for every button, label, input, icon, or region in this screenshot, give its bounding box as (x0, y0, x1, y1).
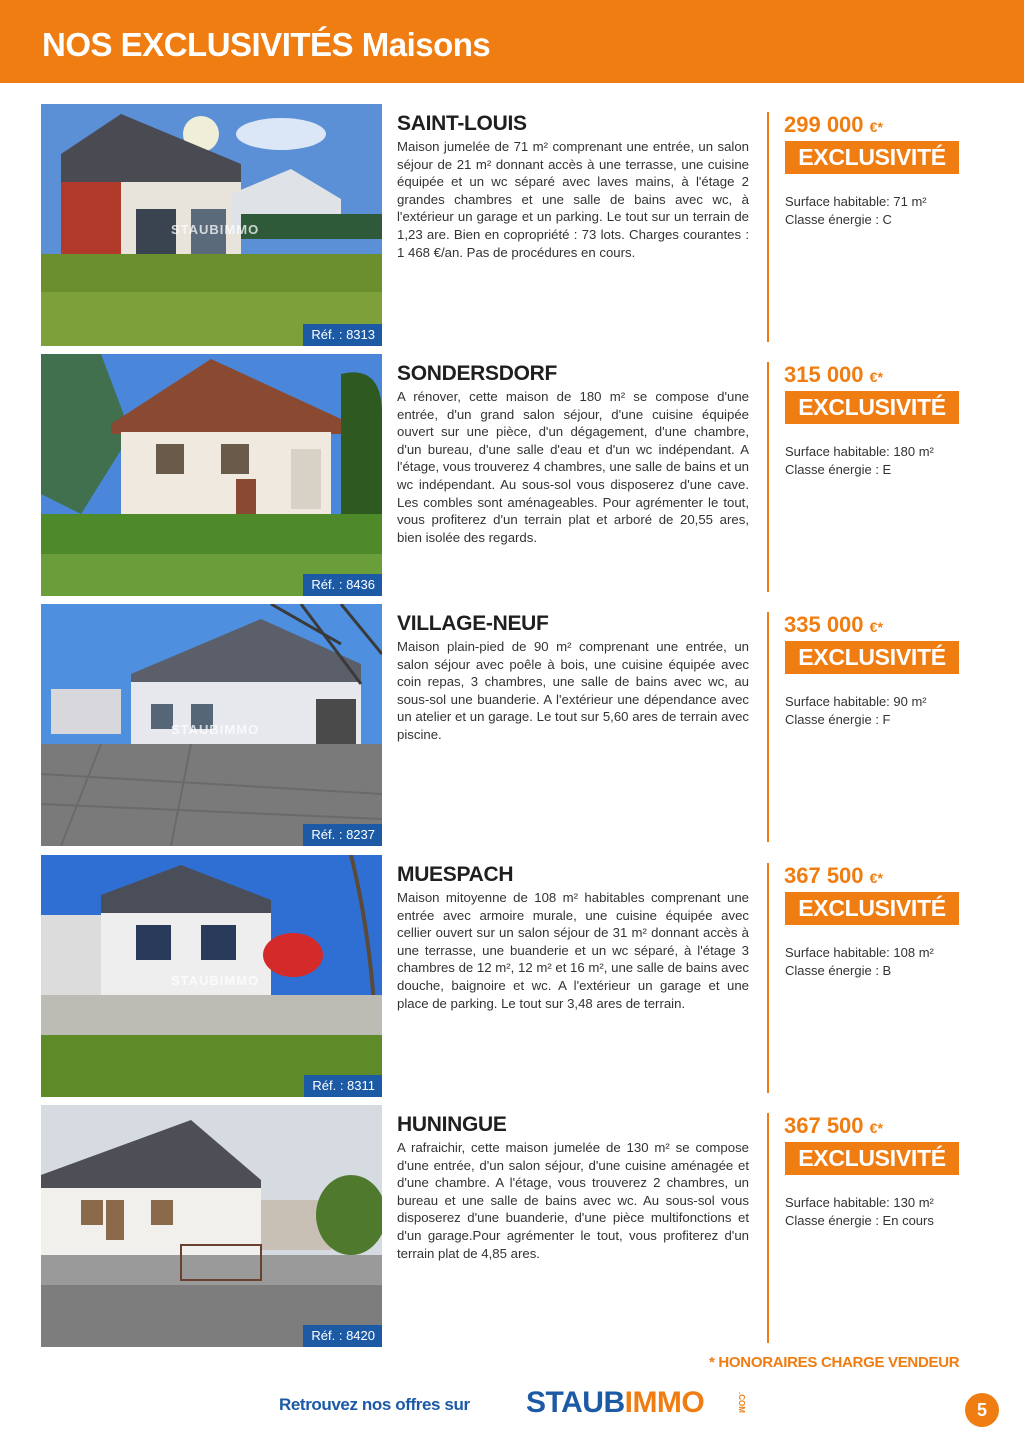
watermark-text: STAUBIMMO (171, 973, 260, 988)
price-value: 367 500 (784, 863, 864, 888)
exclusivity-badge: EXCLUSIVITÉ (785, 641, 959, 674)
listing-description: Maison plain-pied de 90 m² comprenant une entrée, un salon séjour avec poêle à bois, une cuisine équipée avec coin repas, 3 chambres, une salle de bains avec wc, au sous-sol une buanderie. A l'extérieur une dépendance avec un atelier et un garage. Le tout sur 5,60 ares de terrain avec piscine. (397, 639, 749, 742)
vertical-divider (767, 863, 769, 1093)
listing-price (784, 863, 883, 889)
listing-card[interactable] (0, 1105, 1024, 1347)
energy-class-text: Classe énergie : C (785, 212, 892, 227)
price-value: 367 500 (784, 1113, 864, 1138)
energy-class-text: Classe énergie : B (785, 963, 892, 978)
staubimmo-logo[interactable] (526, 1386, 766, 1426)
listing-info (785, 944, 934, 980)
exclusivity-badge: EXCLUSIVITÉ (785, 1142, 959, 1175)
page-number: 5 (965, 1393, 999, 1427)
listing-price (784, 1113, 883, 1139)
house-illustration (41, 354, 382, 596)
listing-card[interactable] (0, 604, 1024, 846)
listing-card[interactable] (0, 354, 1024, 596)
watermark-text: STAUBIMMO (171, 222, 260, 237)
listing-town: MUESPACH (397, 863, 514, 886)
price-currency: €* (869, 870, 883, 886)
property-photo[interactable] (41, 1105, 382, 1347)
fees-note: * HONORAIRES CHARGE VENDEUR (709, 1354, 960, 1371)
surface-text: Surface habitable: 130 m² (785, 1195, 934, 1210)
energy-class-text: Classe énergie : En cours (785, 1213, 934, 1228)
surface-text: Surface habitable: 71 m² (785, 194, 927, 209)
listing-town: SAINT-LOUIS (397, 112, 527, 135)
surface-text: Surface habitable: 90 m² (785, 694, 927, 709)
listing-price (784, 112, 883, 138)
energy-class-text: Classe énergie : F (785, 712, 891, 727)
page-title: NOS EXCLUSIVITÉS Maisons (42, 26, 491, 63)
logo-part-immo: IMMO (624, 1386, 705, 1419)
price-value: 335 000 (784, 612, 864, 637)
listing-card[interactable] (0, 855, 1024, 1097)
listing-price (784, 612, 883, 638)
listing-town: HUNINGUE (397, 1113, 507, 1136)
listing-description: Maison jumelée de 71 m² comprenant une entrée, un salon séjour de 21 m² donnant accès à une terrasse, une cuisine équipée et un wc séparé avec laves mains, à l'étage 2 grandes chambres et une salle de bains avec wc, à l'extérieur un garage et un parking. Le tout sur un terrain de 1,23 are. Bien en copropriété : 73 lots. Charges courantes : 1 468 €/an. Pas de procédures en cours. (397, 139, 749, 260)
reference-badge: Réf. : 8313 (303, 324, 382, 346)
price-currency: €* (869, 119, 883, 135)
vertical-divider (767, 1113, 769, 1343)
exclusivity-badge: EXCLUSIVITÉ (785, 391, 959, 424)
price-currency: €* (869, 1120, 883, 1136)
logo-part-staub: STAUB (526, 1386, 625, 1419)
watermark-text: STAUBIMMO (171, 722, 260, 737)
reference-badge: Réf. : 8420 (303, 1325, 382, 1347)
vertical-divider (767, 362, 769, 592)
listing-town: SONDERSDORF (397, 362, 558, 385)
price-currency: €* (869, 369, 883, 385)
exclusivity-badge: EXCLUSIVITÉ (785, 141, 959, 174)
price-value: 315 000 (784, 362, 864, 387)
listing-price (784, 362, 883, 388)
reference-badge: Réf. : 8436 (303, 574, 382, 596)
logo-suffix: .COM (737, 1392, 746, 1413)
listing-info (785, 693, 927, 729)
price-currency: €* (869, 619, 883, 635)
reference-badge: Réf. : 8311 (304, 1075, 382, 1097)
price-value: 299 000 (784, 112, 864, 137)
listing-info (785, 1194, 934, 1230)
listing-card[interactable] (0, 104, 1024, 346)
page-header (0, 0, 1024, 83)
property-photo[interactable] (41, 855, 382, 1097)
listing-town: VILLAGE-NEUF (397, 612, 549, 635)
logo-wordmark (526, 1386, 704, 1420)
listing-info (785, 193, 927, 229)
listing-description: Maison mitoyenne de 108 m² habitables comprenant une entrée avec armoire murale, une cuisine équipée avec cellier ouvert sur un salon séjour de 31 m² donnant accès à une terrasse, une buanderie et un wc séparé, à l'étage 3 chambres de 12 m², 12 m² et 16 m², une salle de bains avec douche, baignoire et wc. A l'extérieur un garage et une place de parking. Le tout sur 3,48 ares de terrain. (397, 890, 749, 1011)
vertical-divider (767, 612, 769, 842)
house-illustration (41, 1105, 382, 1347)
reference-badge: Réf. : 8237 (303, 824, 382, 846)
property-photo[interactable] (41, 354, 382, 596)
listing-description: A rénover, cette maison de 180 m² se compose d'une entrée, d'un grand salon séjour, d'une cuisine équipée ouvert sur une pièce, d'un dégagement, d'une chambre, d'un bureau, d'une salle d'eau et d'un wc indépendant. A l'étage, vous trouverez 4 chambres, une salle de bains et un wc indépendant. Au sous-sol vous disposerez d'une cave. Les combles sont aménageables. Pour agrémenter le tout, vous profiterez d'un terrain plat et arboré de 20,55 ares, bien isolée des regards. (397, 389, 749, 545)
listing-description: A rafraichir, cette maison jumelée de 130 m² se compose d'une entrée, d'un salon séjour, d'une cuisine aménagée et d'une chambre. A l'étage, vous trouverez 2 chambres, un bureau et une salle de bains avec wc. Au sous-sol vous disposerez d'une buanderie, d'une pièce multifonctions et d'un garage.Pour agrémenter le tout, vous profiterez d'un terrain plat de 4,85 ares. (397, 1140, 749, 1261)
surface-text: Surface habitable: 180 m² (785, 444, 934, 459)
energy-class-text: Classe énergie : E (785, 462, 892, 477)
vertical-divider (767, 112, 769, 342)
surface-text: Surface habitable: 108 m² (785, 945, 934, 960)
exclusivity-badge: EXCLUSIVITÉ (785, 892, 959, 925)
listing-info (785, 443, 934, 479)
property-photo[interactable] (41, 604, 382, 846)
offers-link-text[interactable]: Retrouvez nos offres sur (279, 1395, 470, 1414)
property-photo[interactable] (41, 104, 382, 346)
